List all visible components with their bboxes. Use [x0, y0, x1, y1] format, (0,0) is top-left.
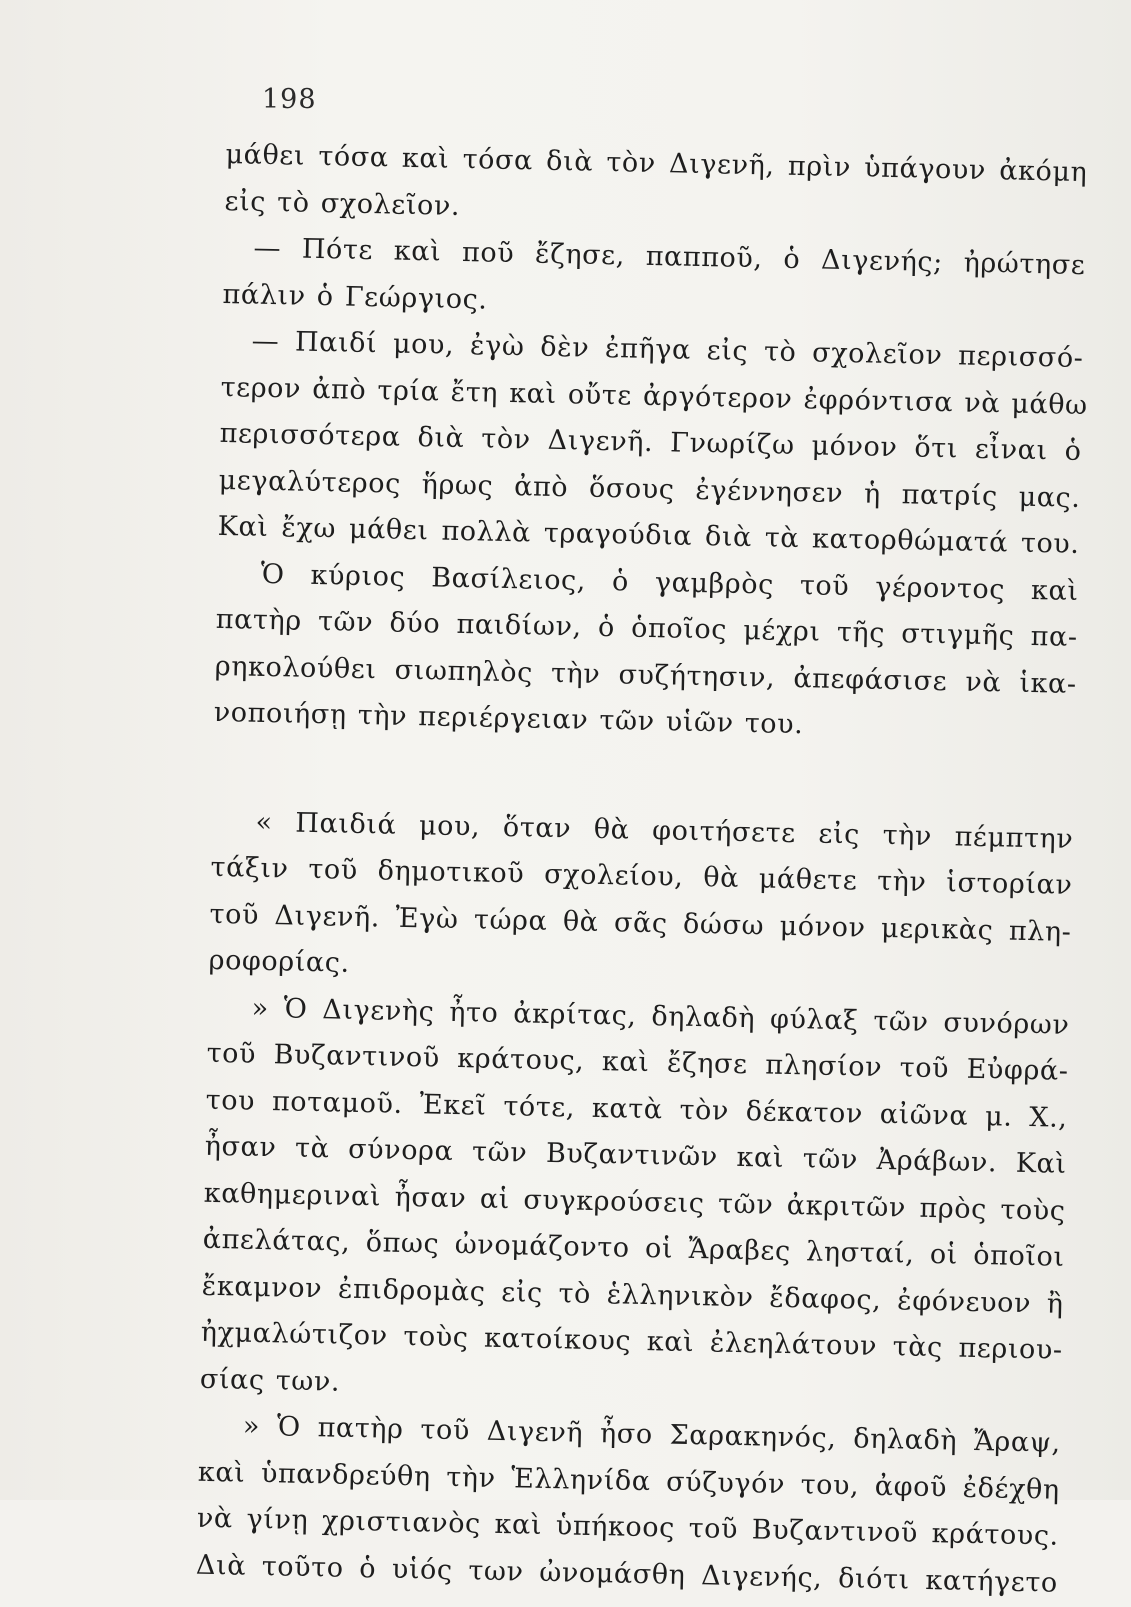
- text-line: Ὁ κύριος Βασίλειος, ὁ γαμβρὸς τοῦ γέροντος καὶ: [260, 558, 1079, 607]
- text-line: » Ὁ πατὴρ τοῦ Διγενῆ ἦσο Σαρακηνός, δηλαδὴ Ἄραψ,: [242, 1410, 1062, 1459]
- text-line: πατὴρ τῶν δύο παιδίων, ὁ ὁποῖος μέχρι τῆς στιγμῆς πα-: [215, 603, 1078, 653]
- text-line: καὶ ὑπανδρεύθη τὴν Ἑλληνίδα σύζυγόν του, ἀφοῦ ἐδέχθη: [197, 1456, 1061, 1506]
- text-line: του ποταμοῦ. Ἐκεῖ τότε, κατὰ τὸν δέκατον αἰῶνα μ. Χ.,: [205, 1084, 1068, 1134]
- text-line: σίας των.: [199, 1363, 341, 1398]
- text-line: ροφορίας.: [208, 944, 351, 979]
- text-line: ἦσαν τὰ σύνορα τῶν Βυζαντινῶν καὶ τῶν Ἀράβων. Καὶ: [204, 1130, 1067, 1180]
- text-line: Διὰ τοῦτο ὁ υἱός των ὠνομάσθη Διγενής, διότι κατήγετο: [195, 1549, 1059, 1599]
- text-line: περισσότερα διὰ τὸν Διγενῆ. Γνωρίζω μόνον ὅτι εἶναι ὁ: [219, 417, 1082, 467]
- text-line: εἰς τὸ σχολεῖον.: [224, 185, 461, 222]
- text-line: πάλιν ὁ Γεώργιος.: [222, 278, 488, 316]
- text-line: τάξιν τοῦ δημοτικοῦ σχολείου, θὰ μάθετε τὴν ἱστορίαν: [210, 851, 1073, 901]
- text-line: Καὶ ἔχω μάθει πολλὰ τραγούδια διὰ τὰ κατορθώματά του.: [217, 510, 1080, 560]
- text-line: τοῦ Διγενῆ. Ἐγὼ τώρα θὰ σᾶς δώσω μόνον μερικὰς πλη-: [209, 898, 1072, 948]
- text-line: » Ὁ Διγενὴς ἦτο ἀκρίτας, δηλαδὴ φύλαξ τῶν συνόρων: [251, 992, 1070, 1041]
- text-line: ἀπελάτας, ὅπως ὠνομάζοντο οἱ Ἄραβες λησταί, οἱ ὁποῖοι: [202, 1223, 1065, 1273]
- text-line: τερον ἀπὸ τρία ἔτη καὶ οὔτε ἀργότερον ἐφρόντισα νὰ μάθω: [220, 371, 1089, 421]
- text-line: ἠχμαλώτιζον τοὺς κατοίκους καὶ ἐλεηλάτουν τὰς περιου-: [200, 1316, 1063, 1366]
- page-number: 198: [262, 84, 317, 115]
- text-line: ρηκολούθει σιωπηλὸς τὴν συζήτησιν, ἀπεφάσισε νὰ ἱκα-: [214, 650, 1077, 700]
- text-line: « Παιδιά μου, ὅταν θὰ φοιτήσετε εἰς τὴν πέμπτην: [255, 806, 1074, 855]
- text-line: — Πότε καὶ ποῦ ἔζησε, παπποῦ, ὁ Διγενής; ἠρώτησε: [253, 232, 1086, 282]
- text-line: καθημεριναὶ ἦσαν αἱ συγκρούσεις τῶν ἀκριτῶν πρὸς τοὺς: [203, 1177, 1066, 1227]
- body-text: [195, 132, 1087, 1607]
- text-line: νοποιήσῃ τὴν περιέργειαν τῶν υἱῶν του.: [213, 696, 804, 741]
- text-line: — Παιδί μου, ἐγὼ δὲν ἐπῆγα εἰς τὸ σχολεῖον περισσό-: [251, 325, 1084, 375]
- text-line: μάθει τόσα καὶ τόσα διὰ τὸν Διγενῆ, πρὶν ὑπάγουν ἀκόμη: [225, 138, 1088, 189]
- text-line: ἔκαμνον ἐπιδρομὰς εἰς τὸ ἑλληνικὸν ἔδαφος, ἐφόνευον ἢ: [201, 1270, 1064, 1320]
- text-line: νὰ γίνῃ χριστιανὸς καὶ ὑπήκοος τοῦ Βυζαντινοῦ κράτους.: [196, 1502, 1060, 1552]
- text-line: τοῦ Βυζαντινοῦ κράτους, καὶ ἔζησε πλησίον τοῦ Εὐφρά-: [206, 1037, 1069, 1087]
- text-line: μεγαλύτερος ἥρως ἀπὸ ὅσους ἐγέννησεν ἡ πατρίς μας.: [218, 464, 1081, 514]
